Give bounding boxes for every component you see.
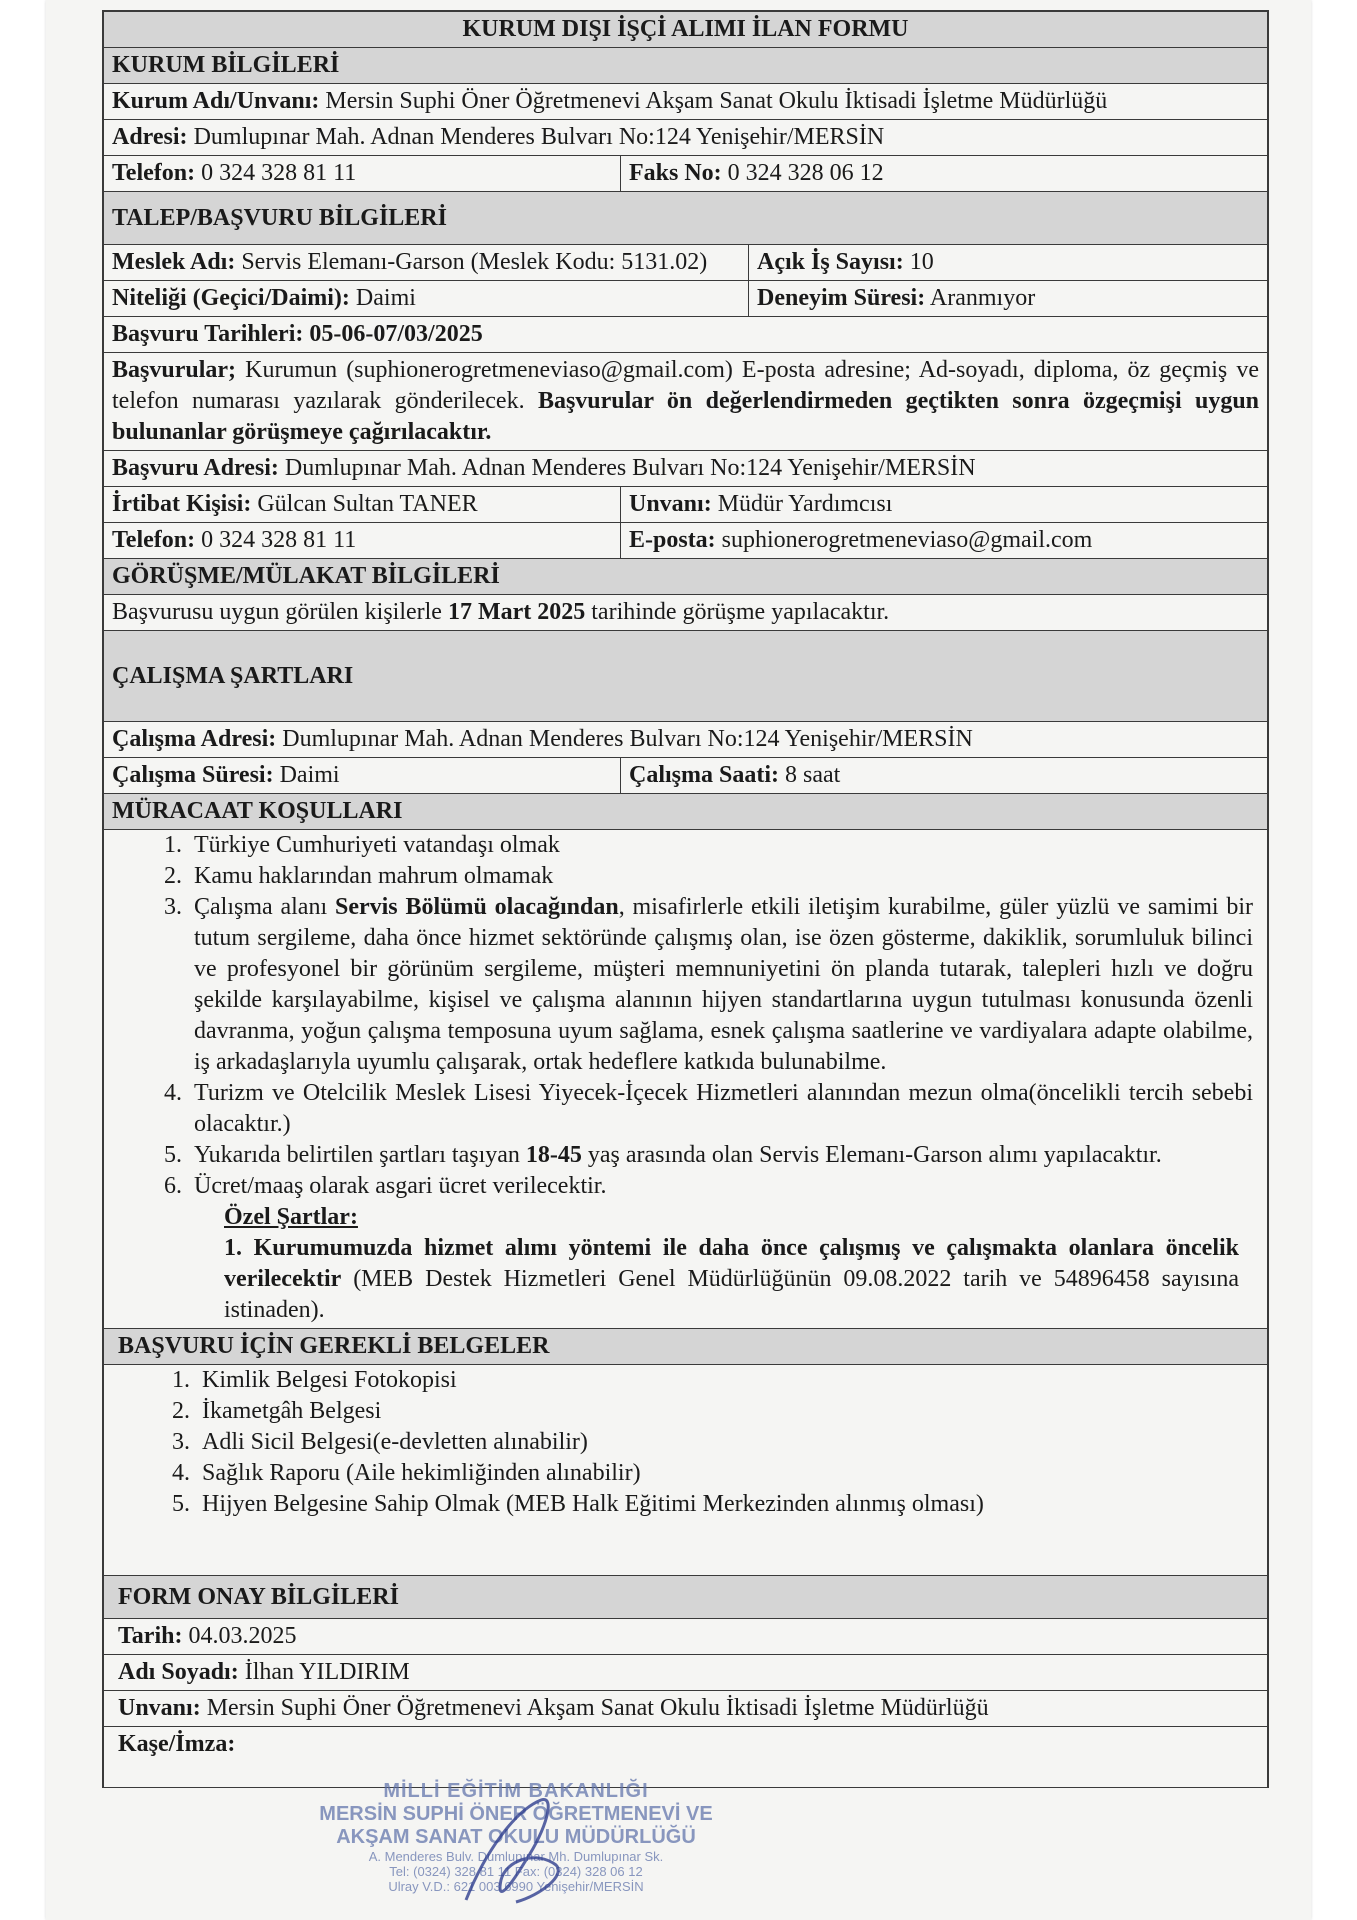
gorusme-row xyxy=(104,595,1267,631)
section-calisma-header: ÇALIŞMA ŞARTLARI xyxy=(104,631,1267,722)
talep-email-label: E-posta: xyxy=(629,527,716,553)
onay-unvan-label: Unvanı: xyxy=(118,1695,201,1721)
irtibat-value: Gülcan Sultan TANER xyxy=(257,491,478,517)
signature-icon xyxy=(446,1790,576,1920)
basvurular-label: Başvurular; xyxy=(112,357,237,383)
calisma-sure-label: Çalışma Süresi: xyxy=(112,762,274,788)
nitelik-label: Niteliği (Geçici/Daimi): xyxy=(112,285,350,311)
list-item: 1. Türkiye Cumhuriyeti vatandaşı olmak xyxy=(188,830,1253,861)
onay-kase-label: Kaşe/İmza: xyxy=(118,1731,236,1757)
onay-unvan-value: Mersin Suphi Öner Öğretmenevi Akşam Sanat Okulu İktisadi İşletme Müdürlüğü xyxy=(206,1695,989,1721)
calisma-adres-row xyxy=(104,722,1267,758)
calisma-sure-row xyxy=(104,758,1267,794)
basvuru-adres-label: Başvuru Adresi: xyxy=(112,455,279,481)
onay-unvan-row xyxy=(104,1691,1267,1727)
list-item: 2. İkametgâh Belgesi xyxy=(196,1396,1267,1427)
calisma-saat-label: Çalışma Saati: xyxy=(629,762,779,788)
calisma-adres-value: Dumlupınar Mah. Adnan Menderes Bulvarı No:124 Yenişehir/MERSİN xyxy=(282,726,973,752)
kurum-address-value: Dumlupınar Mah. Adnan Menderes Bulvarı No:124 Yenişehir/MERSİN xyxy=(193,124,885,150)
list-item: 5. Yukarıda belirtilen şartları taşıyan 18-45 yaş arasında olan Servis Elemanı-Garson alımı yapılacaktır. xyxy=(188,1140,1253,1171)
muracaat-list-block xyxy=(104,830,1267,1329)
section-onay-header: FORM ONAY BİLGİLERİ xyxy=(104,1576,1267,1619)
irtibat-label: İrtibat Kişisi: xyxy=(112,491,252,517)
onay-kase-row xyxy=(104,1727,1267,1788)
kurum-name-value: Mersin Suphi Öner Öğretmenevi Akşam Sanat Okulu İktisadi İşletme Müdürlüğü xyxy=(325,88,1108,114)
document-page xyxy=(46,0,1311,1920)
list-item: 3. Çalışma alanı Servis Bölümü olacağından, misafirlerle etkili iletişim kurabilme, güler yüzlü ve samimi bir tutum sergileme, daha önce hizmet sektöründe çalışmış olan, ise özen gösterme, dakiklik, sorumluluk bilinci ve profesyonel bir görünüm sergileme, müşteri memnuniyetini ön planda tutarak, talepleri hızlı ve doğru şekilde karşılayabilme, kişisel ve çalışma alanının hijyen standartlarına uygun tutulması konusunda özenli davranma, yoğun çalışma temposuna uyum sağlama, esnek çalışma saatlerine ve vardiyalara adapte olabilme, iş arkadaşlarıyla uyumlu çalışarak, ortak hedeflere katkıda bulunabilme. xyxy=(188,892,1253,1078)
kurum-phone-label: Telefon: xyxy=(112,160,196,186)
ozel-sartlar-label: Özel Şartlar: xyxy=(224,1204,358,1230)
muracaat-list xyxy=(104,830,1253,1202)
kurum-address-label: Adresi: xyxy=(112,124,188,150)
list-item: 4. Sağlık Raporu (Aile hekimliğinden alınabilir) xyxy=(196,1458,1267,1489)
gorusme-text-after: tarihinde görüşme yapılacaktır. xyxy=(591,599,890,625)
ozel-sartlar-text: 1. Kurumumuzda hizmet alımı yöntemi ile daha önce çalışmış ve çalışmakta olanlara öncelik verilecektir (MEB Destek Hizmetleri Genel Müdürlüğünün 09.08.2022 tarih ve 54896458 sayısına istinaden). xyxy=(224,1235,1239,1323)
section-belgeler-header: BAŞVURU İÇİN GEREKLİ BELGELER xyxy=(104,1329,1267,1365)
acik-is-value: 10 xyxy=(909,249,934,275)
section-kurum-header: KURUM BİLGİLERİ xyxy=(104,48,1267,84)
list-item: 4. Turizm ve Otelcilik Meslek Lisesi Yiyecek-İçecek Hizmetleri alanından mezun olma(öncelikli tercih sebebi olacaktır.) xyxy=(188,1078,1253,1140)
list-item: 1. Kimlik Belgesi Fotokopisi xyxy=(196,1365,1267,1396)
list-item: 5. Hijyen Belgesine Sahip Olmak (MEB Halk Eğitimi Merkezinden alınmış olması) xyxy=(196,1489,1267,1520)
nitelik-value: Daimi xyxy=(355,285,416,311)
irtibat-unvan-label: Unvanı: xyxy=(629,491,712,517)
talep-contact-row xyxy=(104,523,1267,559)
kurum-phone-value: 0 324 328 81 11 xyxy=(201,160,357,186)
talep-tarih-row xyxy=(104,317,1267,353)
kurum-name-label: Kurum Adı/Unvanı: xyxy=(112,88,320,114)
section-muracaat-header: MÜRACAAT KOŞULLARI xyxy=(104,794,1267,830)
onay-tarih-row xyxy=(104,1619,1267,1655)
meslek-value: Servis Elemanı-Garson (Meslek Kodu: 5131.02) xyxy=(241,249,708,275)
onay-tarih-value: 04.03.2025 xyxy=(188,1623,297,1649)
meslek-label: Meslek Adı: xyxy=(112,249,236,275)
talep-nitelik-row xyxy=(104,281,1267,317)
ozel-sartlar-label-line xyxy=(104,1202,1253,1233)
deneyim-value: Aranmıyor xyxy=(929,285,1036,311)
talep-meslek-row xyxy=(104,245,1267,281)
talep-irtibat-row xyxy=(104,487,1267,523)
onay-ad-label: Adı Soyadı: xyxy=(118,1659,239,1685)
basvurular-text: Kurumun (suphionerogretmeneviaso@gmail.com) E-posta adresine; Ad-soyadı, diploma, öz geçmiş ve telefon numarası yazılarak gönderilecek. xyxy=(112,357,1259,414)
onay-ad-value: İlhan YILDIRIM xyxy=(244,1659,410,1685)
kurum-fax-label: Faks No: xyxy=(629,160,722,186)
belgeler-list-block xyxy=(104,1365,1267,1576)
calisma-sure-value: Daimi xyxy=(279,762,340,788)
official-stamp: MİLLİ EĞİTİM BAKANLIĞI MERSİN SUPHİ ÖNER ÖĞRETMENEVİ VE AKŞAM SANAT OKULU MÜDÜRLÜĞÜ A. Menderes Bulv. Dumlupınar Mh. Dumlupınar Sk. Tel: (0324) 328 81 11 Fax: (0324) 328 06 12 Ulray V.D.: 621 003 6990 Yenişehir/MERSİN xyxy=(319,1780,713,1894)
onay-ad-row xyxy=(104,1655,1267,1691)
talep-adres-row xyxy=(104,451,1267,487)
basvurular-bold-text: Başvurular ön değerlendirmeden geçtikten sonra özgeçmişi uygun bulunanlar görüşmeye çağırılacaktır. xyxy=(112,388,1260,445)
job-posting-form xyxy=(102,10,1269,1788)
talep-email-value: suphionerogretmeneviaso@gmail.com xyxy=(721,527,1093,553)
section-talep-header: TALEP/BAŞVURU BİLGİLERİ xyxy=(104,192,1267,245)
kurum-address-row xyxy=(104,120,1267,156)
form-title: KURUM DIŞI İŞÇİ ALIMI İLAN FORMU xyxy=(104,12,1267,48)
list-item: 3. Adli Sicil Belgesi(e-devletten alınabilir) xyxy=(196,1427,1267,1458)
talep-basvurular-row xyxy=(104,353,1267,451)
calisma-saat-value: 8 saat xyxy=(785,762,841,788)
talep-phone-label: Telefon: xyxy=(112,527,196,553)
list-item: 2. Kamu haklarından mahrum olmamak xyxy=(188,861,1253,892)
section-gorusme-header: GÖRÜŞME/MÜLAKAT BİLGİLERİ xyxy=(104,559,1267,595)
list-item: 6. Ücret/maaş olarak asgari ücret verilecektir. xyxy=(188,1171,1253,1202)
deneyim-label: Deneyim Süresi: xyxy=(757,285,926,311)
basvuru-adres-value: Dumlupınar Mah. Adnan Menderes Bulvarı No:124 Yenişehir/MERSİN xyxy=(284,455,976,481)
kurum-fax-value: 0 324 328 06 12 xyxy=(727,160,884,186)
gorusme-date: 17 Mart 2025 xyxy=(447,599,586,625)
gorusme-text-before: Başvurusu uygun görülen kişilerle xyxy=(112,599,442,625)
talep-phone-value: 0 324 328 81 11 xyxy=(201,527,357,553)
acik-is-label: Açık İş Sayısı: xyxy=(757,249,904,275)
calisma-adres-label: Çalışma Adresi: xyxy=(112,726,277,752)
basvuru-tarihleri: Başvuru Tarihleri: 05-06-07/03/2025 xyxy=(112,321,483,347)
onay-tarih-label: Tarih: xyxy=(118,1623,183,1649)
belgeler-list xyxy=(104,1365,1267,1520)
kurum-name-row xyxy=(104,84,1267,120)
irtibat-unvan-value: Müdür Yardımcısı xyxy=(717,491,893,517)
kurum-contact-row xyxy=(104,156,1267,192)
